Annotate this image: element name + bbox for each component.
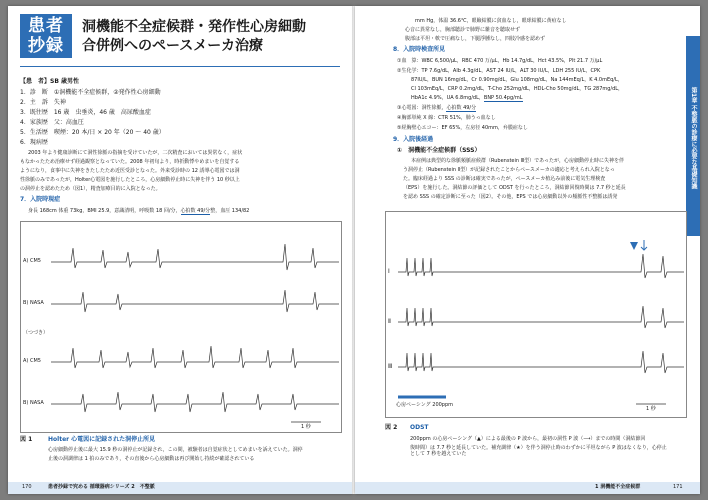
present-illness-text: もなかったため治療せず経過観察となっていた。2008 年初旬より，時折動悸やめまいを自覚する: [20, 159, 240, 165]
lab-chem: [411, 95, 523, 101]
history-line: 3．既往歴 16 歳 虫垂炎，46 歳 高尿酸血症: [20, 109, 151, 116]
figure-1-ecg: [21, 222, 341, 432]
vitals-text-tail: 整，血圧 134/82: [210, 208, 250, 214]
chapter-tab: [686, 36, 700, 236]
course-text: う洞停止（Rubenstein Ⅱ型）が記録されたことからペースメーカの適応と考えられ入院となっ: [403, 167, 615, 173]
present-illness-text: ようになり，食事中に失神をきたしたため近医受診となった。外来受診時の 12 誘導心電図では洞: [20, 168, 240, 174]
lab-chem: ②生化学：TP 7.6g/dL，Alb 4.3g/dL，AST 24 IU/L，ALT 30 IU/L，LDH 255 IU/L，CPK: [397, 68, 601, 74]
scale-label: 1 秒: [301, 424, 311, 430]
lab-ecg: [397, 105, 476, 111]
ecg-label-nasa: B) NASA: [23, 300, 44, 306]
present-illness-text: の洞停止を認めたため（図1），精査加療目的に入院となった。: [20, 186, 161, 192]
title-rule: [20, 66, 340, 67]
ecg-label-nasa-2: B) NASA: [23, 400, 44, 406]
lead-II-label: Ⅱ: [388, 318, 391, 325]
present-illness-text: 2003 年より健康診断にて洞性徐脈の指摘を受けていたが，二次精査においては異常なく，症状: [28, 150, 243, 156]
lab-echo: ⑤経胸壁心エコー：EF 65%，左房径 40mm，弁膜症なし: [397, 125, 528, 131]
lead-III-label: Ⅲ: [388, 363, 393, 370]
lab-xray: ④胸部単純 X 線：CTR 51%，肺うっ血なし: [397, 115, 496, 121]
figure-1-number: 図 1: [20, 436, 33, 443]
course-heading: 9．入院後経過: [393, 136, 434, 143]
figure-2-frame: [385, 211, 687, 418]
footer-bar: [355, 482, 700, 494]
lead-I-label: Ⅰ: [388, 268, 390, 275]
figure-2-ecg: [386, 212, 686, 417]
ecg-label-cm5-2: A) CM5: [23, 358, 41, 364]
vitals-line: [28, 208, 249, 214]
lab-chem: Cl 103mEq/L，CRP 0.2mg/dL，T-Cho 252mg/dL，HDL-Cho 50mg/dL，TG 287mg/dL，: [411, 86, 624, 92]
figure-1-frame: [20, 221, 342, 433]
page-title-line2: 合併例へのペースメーカ治療: [82, 38, 264, 54]
figure-1-caption: 心房細動停止後に最大 15.9 秒の洞停止が記録され，この間，被験者は自覚症状としてめまいを訴えていた。洞停: [48, 447, 303, 453]
pacing-label: 心房ペーシング 200ppm: [396, 402, 454, 408]
page-number: 171: [673, 484, 683, 490]
vitals-text: 身長 168cm 体重 73kg，BMI 25.9，意識清明，呼吸数 18 回/分，: [28, 208, 181, 214]
figure-2-caption: 復時間）は 7.7 秒と延長していた。補充調律（★）を伴う洞停止時のわずかに平坦ながら P 波はなくなり，心停止として 7 秒を越えていた: [410, 445, 667, 457]
lifestyle-line: 5．生活歴 喫煙：20 本/日 × 20 年（20 ～ 40 歳）: [20, 129, 165, 136]
course-text: （EPS）を施行した。洞結節の評価として ODST を行ったところ，洞結節回復時間は 7.7 秒と延長: [403, 185, 626, 191]
lab-ecg-text: ③心電図：洞性徐脈，: [397, 105, 447, 111]
right-page: [355, 6, 700, 494]
lab-chem: 87IU/L，BUN 16mg/dL，Cr 0.90mg/dL，Glu 108mg/dL，Na 144mEq/L，K 4.0mEq/L，: [411, 77, 623, 83]
ecg-label-cm5: A) CM5: [23, 258, 41, 264]
series-footer: 患者抄録で究める 循環器病シリーズ 2 不整脈: [48, 484, 155, 490]
lab-chem-text: HbA1c 4.9%，UA 6.8mg/dL，: [411, 95, 484, 101]
figure-2-title: ODST: [410, 424, 429, 431]
lab-heading: 8．入院時検査所見: [393, 46, 446, 53]
patient-header: 【患 者】SB 歳男性: [20, 78, 79, 85]
figure-2-number: 図 2: [385, 424, 398, 431]
page-title-line1: 洞機能不全症候群・発作性心房細動: [82, 19, 306, 35]
chapter-title: 不整脈の診療に必要な基礎知識: [690, 105, 697, 190]
page-number: 170: [22, 484, 32, 490]
section-footer: 1 洞機能不全症候群: [595, 484, 641, 490]
exam-text: mm Hg，体温 36.6℃，眼瞼結膜に貧血なし，眼球結膜に黄疸なし: [415, 18, 567, 24]
figure-2-caption: 200ppm の心房ペーシング（▲）による最後の P 波から，最初の洞性 P 波（⟶）までの時間（洞結節回: [410, 436, 646, 442]
complaint-line: 2．主 訴 失神: [20, 99, 66, 106]
exam-text: 腹部は平坦・軟で圧痛なし，下腿浮腫なし，四肢冷感を認めず: [405, 36, 546, 42]
course-text: た。臨床経過より SSS の診断は確実であったが，ペースメーカ植込み前後に電気生理検査: [403, 176, 606, 182]
left-page: [8, 6, 353, 494]
vitals-heart-rate: 心拍数 49/分: [180, 208, 211, 214]
family-line: 4．家族歴 父：高血圧: [20, 119, 84, 126]
case-badge: 患者 抄録: [20, 14, 72, 58]
course-text: 本症例は典型的な徐脈頻脈症候群（Rubenstein Ⅲ型）であったが，心房細動停止時に失神を伴: [411, 158, 625, 164]
chapter-number: 第1章: [690, 86, 697, 104]
figure-1-title: Holter 心電図に記録された洞停止所見: [48, 436, 156, 443]
diagnosis-line: 1．診 断 ①洞機能不全症候群，②発作性心房細動: [20, 89, 161, 96]
lab-cbc: ①血 算：WBC 6,500/μL，RBC 470 万/μL，Hb 14.7g/dL，Hct 43.5%，Plt 21.7 万/μL: [397, 58, 603, 64]
lab-bnp: BNP 50.4pg/mL: [483, 95, 523, 101]
present-illness-text: 性徐脈のみであったが，Holter心電図を施行したところ，心房細動停止時に失神を伴う 10 秒以上: [20, 177, 240, 183]
course-text: を認め SSS の確定診断に至った（図2）。その他，EPS では心房細動以外の頻脈性不整脈は誘発: [403, 194, 618, 200]
admission-findings-heading: 7．入院時現症: [20, 196, 61, 203]
lab-ecg-rate: 心拍数 49/分: [446, 105, 477, 111]
present-illness-heading: 6．現病歴: [20, 139, 48, 146]
ecg-continued-label: （つづき）: [23, 330, 49, 336]
course-subheading: ① 洞機能不全症候群（SSS）: [397, 147, 481, 154]
scale-label: 1 秒: [646, 406, 656, 412]
exam-text: 心音に異常なし，胸部聴診で肺野に雑音を聴取せず: [405, 27, 521, 33]
figure-1-caption: 止後の洞調律は 1 拍のみであり，その直後から心房細動は再び開始し持続が確認されている: [48, 456, 255, 462]
